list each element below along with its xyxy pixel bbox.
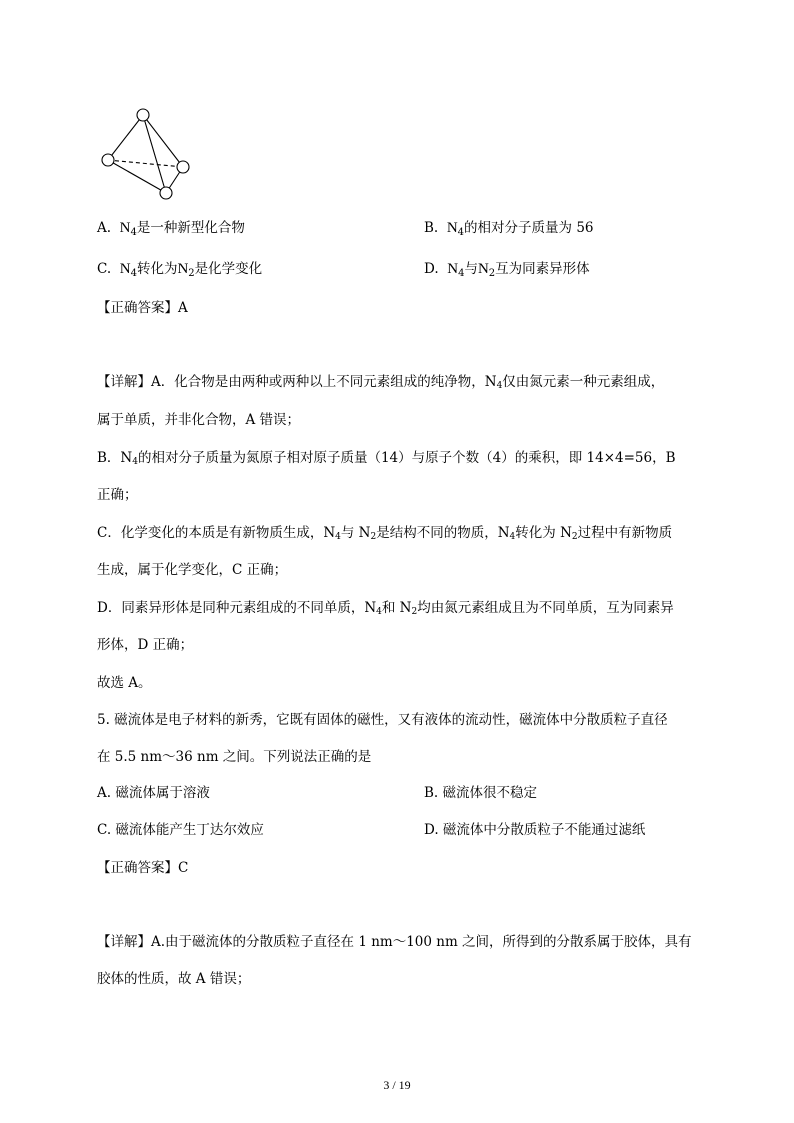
q5-option-c: C. 磁流体能产生丁达尔效应 xyxy=(97,822,264,838)
q4-detail-line: 生成，属于化学变化，C 正确； xyxy=(97,562,288,578)
q4-detail-line: B．$N_4$的相对分子质量为氮原子相对原子质量（14）与原子个数（4）的乘积，即 14×4=56，B xyxy=(97,450,676,467)
q5-option-d: D. 磁流体中分散质粒子不能通过滤纸 xyxy=(424,822,646,838)
q4-detail-line: 属于单质，并非化合物，A 错误； xyxy=(97,412,301,428)
edge xyxy=(143,115,183,167)
q5-detail-line: 胶体的性质，故 A 错误； xyxy=(97,971,251,987)
n4-tetrahedron-diagram xyxy=(98,105,194,205)
q4-detail-line: 故选 A。 xyxy=(97,675,152,691)
atom-node xyxy=(177,161,189,173)
q5-option-b: B. 磁流体很不稳定 xyxy=(424,785,538,801)
q4-detail-line: C．化学变化的本质是有新物质生成，$N_4$与 $N_2$是结构不同的物质，$N_4$转化为 $N_2$过程中有新物质 xyxy=(97,525,673,542)
q5-answer: 【正确答案】C xyxy=(97,860,189,876)
q4-detail-line: D．同素异形体是同种元素组成的不同单质，$N_4$和 $N_2$均由氮元素组成且为不同单质，互为同素异 xyxy=(97,600,674,617)
option-b: B. $N_4$的相对分子质量为 56 xyxy=(424,220,594,238)
q5-detail-line: 【详解】A.由于磁流体的分散质粒子直径在 1 nm～100 nm 之间，所得到的分散系属于胶体，具有 xyxy=(97,934,692,950)
q4-detail-line: 形体，D 正确； xyxy=(97,637,194,653)
option-c: C. $N_4$转化为$N_2$是化学变化 xyxy=(97,261,263,279)
q4-detail-line: 【详解】A．化合物是由两种或两种以上不同元素组成的纯净物，$N_4$仅由氮元素一种元素组成， xyxy=(97,374,665,391)
q5-option-a: A. 磁流体属于溶液 xyxy=(97,785,210,801)
atom-node xyxy=(160,187,172,199)
atom-node xyxy=(137,109,149,121)
q4-answer: 【正确答案】A xyxy=(97,300,188,316)
option-d: D. $N_4$与$N_2$互为同素异形体 xyxy=(424,261,590,279)
edge xyxy=(108,115,143,160)
q5-stem-line: 5. 磁流体是电子材料的新秀，它既有固体的磁性，又有液体的流动性，磁流体中分散质粒子直径 xyxy=(97,712,668,728)
option-a: A. $N_4$是一种新型化合物 xyxy=(97,220,245,238)
atom-node xyxy=(102,154,114,166)
q4-detail-line: 正确； xyxy=(97,487,138,503)
page-number: 3 / 19 xyxy=(383,1078,411,1092)
q5-stem-line: 在 5.5 nm～36 nm 之间。下列说法正确的是 xyxy=(97,749,372,765)
